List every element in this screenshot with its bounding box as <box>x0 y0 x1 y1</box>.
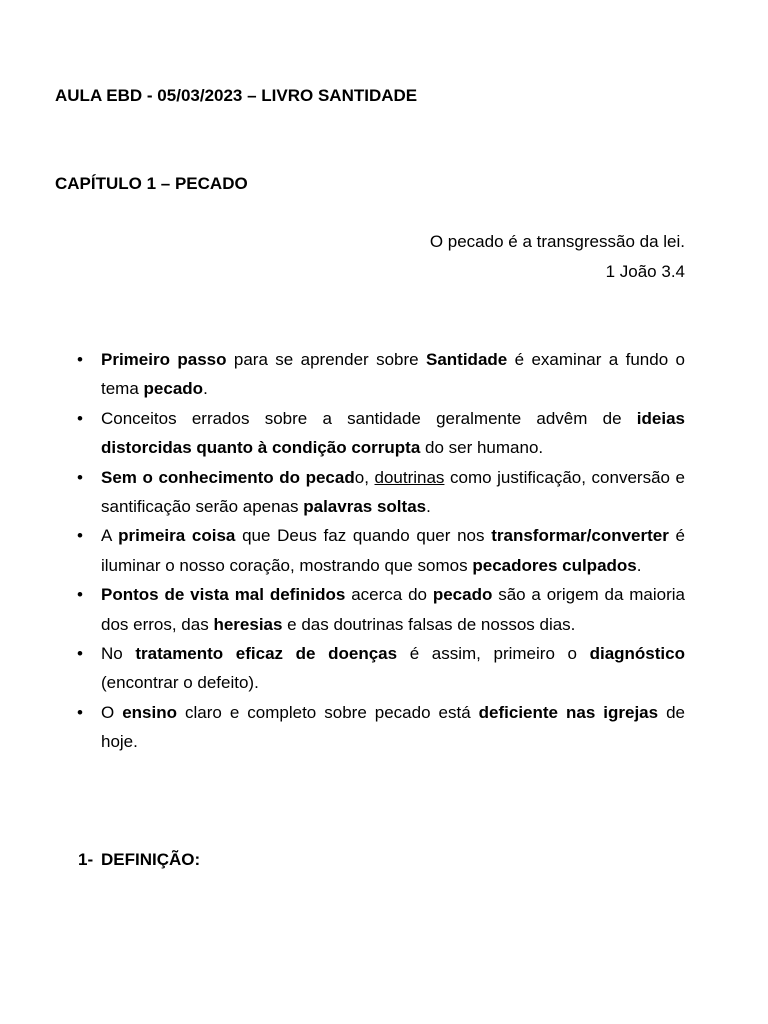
text-segment: claro e completo sobre pecado está <box>177 702 479 722</box>
text-segment: palavras soltas <box>303 497 427 517</box>
bullet-dot-icon: • <box>77 585 83 605</box>
text-segment: pecado <box>432 585 493 605</box>
list-item <box>77 463 686 522</box>
text-segment: que Deus faz quando quer nos <box>235 526 492 546</box>
bullet-dot-icon: • <box>77 702 83 722</box>
section-label: DEFINIÇÃO: <box>101 850 201 869</box>
text-segment: . <box>203 379 208 399</box>
bullet-dot-icon: • <box>77 350 83 369</box>
text-segment: o, <box>354 467 375 487</box>
text-segment: primeira coisa <box>118 526 236 546</box>
list-item <box>77 521 686 580</box>
text-segment: No <box>101 644 136 664</box>
text-segment: acerca do <box>345 585 433 605</box>
text-segment: ensino <box>122 702 178 722</box>
text-segment: Sem o conhecimento do pecad <box>101 467 355 487</box>
text-segment: . <box>636 555 642 575</box>
bullet-dot-icon: • <box>77 644 83 664</box>
text-segment: heresias <box>213 614 283 634</box>
section-number: 1- <box>78 850 94 869</box>
text-segment: é assim, primeiro o <box>397 644 590 664</box>
chapter-heading: CAPÍTULO 1 – PECADO <box>55 174 248 193</box>
text-segment: deficiente nas igrejas <box>478 702 659 722</box>
list-item <box>77 580 686 639</box>
text-segment: e das doutrinas falsas de nossos dias. <box>282 614 576 634</box>
text-segment: Pontos de vista mal definidos <box>101 585 346 605</box>
bullet-list <box>77 345 686 757</box>
text-segment: como justificação, conversão e santificação serão apenas <box>101 467 686 517</box>
text-segment: pecado <box>143 379 204 399</box>
epigraph-reference: 1 João 3.4 <box>605 262 685 281</box>
list-item <box>77 404 685 463</box>
text-segment: é iluminar o nosso coração, mostrando que somos <box>101 526 686 575</box>
text-segment: diagnóstico <box>589 644 685 664</box>
text-segment: Santidade <box>426 350 508 369</box>
text-segment: é examinar a fundo o tema <box>101 350 686 399</box>
text-segment: são a origem da maioria dos erros, das <box>101 585 686 634</box>
text-segment: . <box>426 497 431 517</box>
text-segment: tratamento eficaz de doenças <box>135 644 398 664</box>
list-item <box>77 345 686 404</box>
text-segment: Primeiro passo <box>101 350 227 369</box>
epigraph-quote: O pecado é a transgressão da lei. <box>429 232 685 251</box>
text-segment: pecadores culpados <box>472 555 637 575</box>
list-item <box>77 698 685 757</box>
text-segment: doutrinas <box>374 467 445 487</box>
text-segment: para se aprender sobre <box>226 350 426 369</box>
text-segment: do ser humano. <box>420 438 544 458</box>
text-segment: ideias distorcidas quanto à condição corrupta <box>101 408 685 458</box>
bullet-dot-icon: • <box>77 467 83 487</box>
text-segment: O <box>101 702 123 722</box>
text-segment: Conceitos errados sobre a santidade geralmente advêm de <box>101 408 637 428</box>
text-segment: A <box>101 526 119 546</box>
bullet-dot-icon: • <box>77 408 83 428</box>
section-heading <box>78 850 200 870</box>
text-segment: de hoje. <box>101 702 685 752</box>
document-title: AULA EBD - 05/03/2023 – LIVRO SANTIDADE <box>55 86 418 105</box>
list-item <box>77 639 685 698</box>
text-segment: (encontrar o defeito). <box>101 673 259 693</box>
bullet-dot-icon: • <box>77 526 83 546</box>
text-segment: transformar/converter <box>491 526 669 546</box>
